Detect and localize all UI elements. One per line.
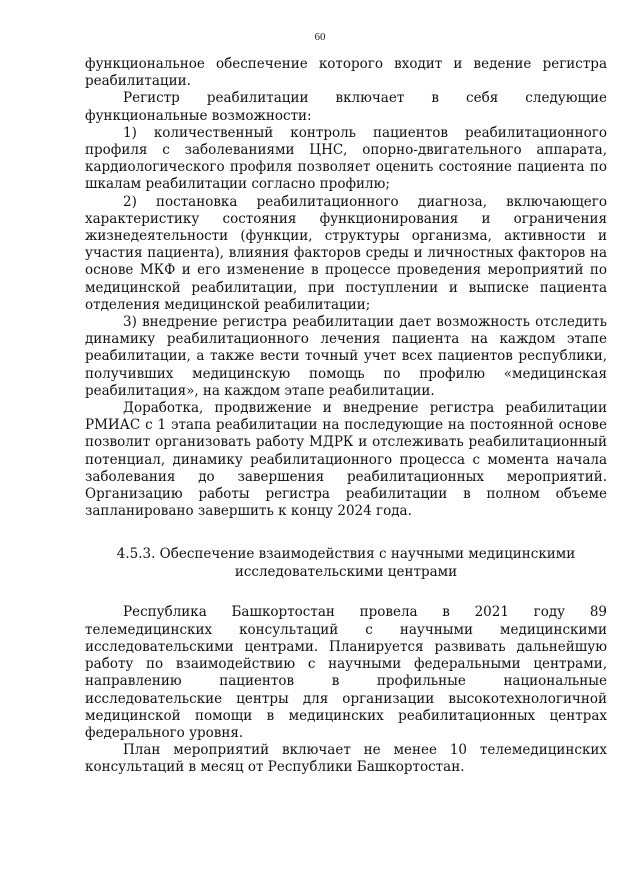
paragraph-list-item-1: 1) количественный контроль пациентов реабилитационного профиля с заболеваниями ЦНС, опорно-двигательного аппарата, кардиологического профиля позволяет оценить состояние пациента по шкалам реабилитации согласно профилю; — [85, 124, 607, 193]
section-heading-line-2: исследовательскими центрами — [234, 564, 458, 581]
paragraph-register-intro: Регистр реабилитации включает в себя следующие функциональные возможности: — [85, 90, 607, 124]
section-heading-line-1: 4.5.3. Обеспечение взаимодействия с научными медицинскими — [116, 546, 576, 563]
page-number: 60 — [314, 31, 326, 43]
paragraph-telemedicine: Республика Башкортостан провела в 2021 году 89 телемедицинских консультаций с научными медицинскими исследовательскими центрами. Планируется развивать дальнейшую работу по взаимодействию с научными федеральными центрами, направлению пациентов в профильные национальные исследовательские центры для организации высокотехнологичной медицинской помощи в медицинских реабилитационных центрах федерального уровня. — [85, 604, 607, 741]
section-heading — [85, 545, 607, 581]
paragraph-register-development: Доработка, продвижение и внедрение регистра реабилитации РМИАС с 1 этапа реабилитации на последующие на постоянной основе позволит организовать работу МДРК и отслеживать реабилитационный потенциал, динамику реабилитационного процесса с момента начала заболевания до завершения реабилитационных мероприятий. Организацию работы регистра реабилитации в полном объеме запланировано завершить к концу 2024 года. — [85, 400, 607, 520]
document-body — [85, 56, 607, 777]
paragraphs-after-section — [85, 604, 607, 776]
paragraph-continuation: функциональное обеспечение которого входит и ведение регистра реабилитации. — [85, 56, 607, 90]
paragraph-list-item-2: 2) постановка реабилитационного диагноза, включающего характеристику состояния функционирования и ограничения жизнедеятельности (функции, структуры организма, активности и участия пациента), влияния факторов среды и личностных факторов на основе МКФ и его изменение в процессе проведения мероприятий по медицинской реабилитации, при поступлении и выписке пациента отделения медицинской реабилитации; — [85, 193, 607, 313]
paragraphs-before-section — [85, 56, 607, 520]
paragraph-list-item-3: 3) внедрение регистра реабилитации дает возможность отследить динамику реабилитационного лечения пациента на каждом этапе реабилитации, а также вести точный учет всех пациентов республики, получивших медицинскую помощь по профилю «медицинская реабилитация», на каждом этапе реабилитации. — [85, 314, 607, 399]
paragraph-plan: План мероприятий включает не менее 10 телемедицинских консультаций в месяц от Республики Башкортостан. — [85, 742, 607, 776]
